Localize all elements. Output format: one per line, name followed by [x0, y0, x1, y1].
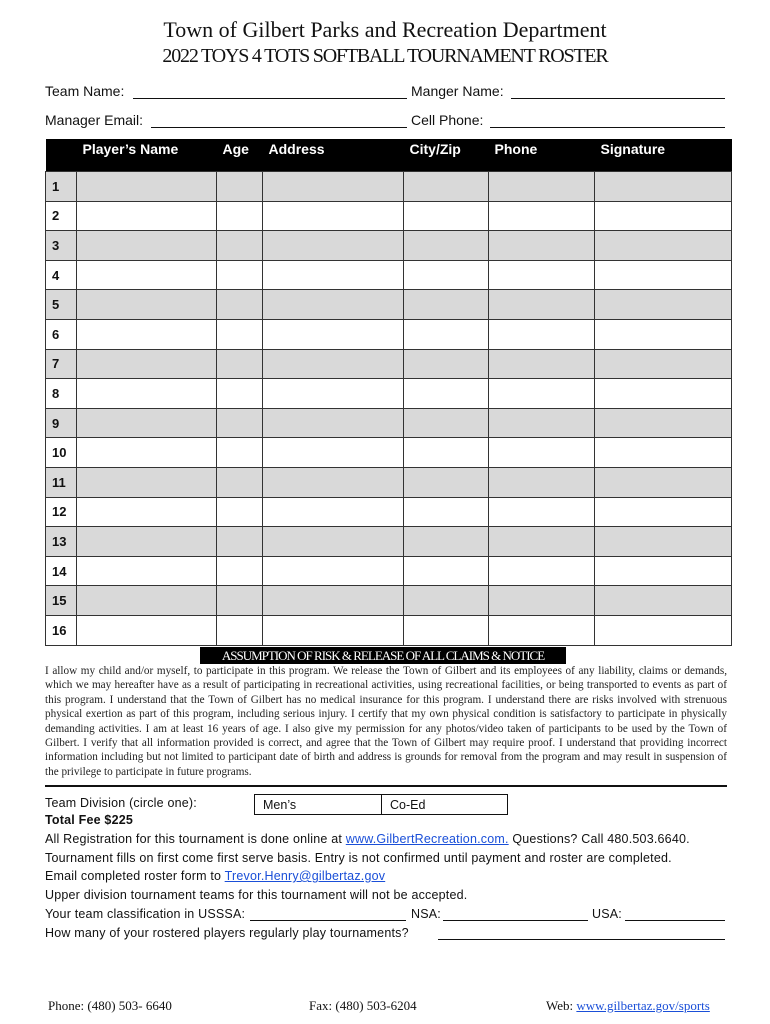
row-number: 4 [46, 260, 77, 290]
roster-row [46, 586, 732, 616]
col-signature: Signature [595, 139, 732, 172]
city-zip-cell[interactable] [404, 290, 489, 320]
rostered-label: How many of your rostered players regularly play tournaments? [45, 926, 409, 940]
manager-email-field[interactable] [151, 127, 407, 128]
division-label: Team Division (circle one): [45, 796, 197, 810]
phone-cell[interactable] [489, 379, 595, 409]
col-players-name: Player’s Name [77, 139, 217, 172]
player-name-cell[interactable] [77, 319, 217, 349]
signature-cell[interactable] [595, 556, 732, 586]
city-zip-cell[interactable] [404, 497, 489, 527]
row-number: 3 [46, 231, 77, 261]
city-zip-cell[interactable] [404, 556, 489, 586]
footer-phone: Phone: (480) 503- 6640 [48, 998, 172, 1013]
nsa-label: NSA: [411, 907, 441, 921]
roster-row [46, 497, 732, 527]
signature-cell[interactable] [595, 231, 732, 261]
team-name-field[interactable] [133, 98, 407, 99]
address-cell[interactable] [263, 349, 404, 379]
registration-line [45, 832, 690, 846]
cell-phone-label: Cell Phone: [411, 112, 484, 128]
division-coed-option[interactable]: Co-Ed [390, 797, 426, 812]
division-mens-option[interactable]: Men’s [255, 795, 382, 814]
page-title: Town of Gilbert Parks and Recreation Department [163, 17, 607, 42]
player-name-cell[interactable] [77, 408, 217, 438]
age-cell[interactable] [217, 260, 263, 290]
row-number: 15 [46, 586, 77, 616]
footer-fax: Fax: (480) 503-6204 [309, 998, 417, 1013]
phone-cell[interactable] [489, 172, 595, 202]
address-cell[interactable] [263, 172, 404, 202]
age-cell[interactable] [217, 615, 263, 645]
nsa-field[interactable] [443, 920, 588, 921]
signature-cell[interactable] [595, 527, 732, 557]
registration-link[interactable]: www.GilbertRecreation.com. [345, 832, 509, 846]
phone-cell[interactable] [489, 438, 595, 468]
city-zip-cell[interactable] [404, 231, 489, 261]
address-cell[interactable] [263, 527, 404, 557]
phone-cell[interactable] [489, 556, 595, 586]
phone-cell[interactable] [489, 408, 595, 438]
col-phone: Phone [489, 139, 595, 172]
upper-division-text: Upper division tournament teams for this tournament will not be accepted. [45, 888, 468, 902]
signature-cell[interactable] [595, 438, 732, 468]
age-cell[interactable] [217, 172, 263, 202]
player-name-cell[interactable] [77, 260, 217, 290]
questions-text: Questions? Call 480.503.6640. [512, 832, 690, 846]
registration-text: All Registration for this tournament is done online at [45, 832, 343, 846]
manager-name-field[interactable] [511, 98, 725, 99]
cell-phone-field[interactable] [490, 127, 725, 128]
address-cell[interactable] [263, 231, 404, 261]
signature-cell[interactable] [595, 408, 732, 438]
city-zip-cell[interactable] [404, 260, 489, 290]
player-name-cell[interactable] [77, 438, 217, 468]
roster-row [46, 201, 732, 231]
phone-cell[interactable] [489, 467, 595, 497]
address-cell[interactable] [263, 319, 404, 349]
player-name-cell[interactable] [77, 615, 217, 645]
row-number: 14 [46, 556, 77, 586]
address-cell[interactable] [263, 467, 404, 497]
usa-field[interactable] [625, 920, 725, 921]
city-zip-cell[interactable] [404, 615, 489, 645]
address-cell[interactable] [263, 586, 404, 616]
city-zip-cell[interactable] [404, 319, 489, 349]
roster-row [46, 319, 732, 349]
age-cell[interactable] [217, 586, 263, 616]
roster-row [46, 527, 732, 557]
address-cell[interactable] [263, 379, 404, 409]
roster-row [46, 408, 732, 438]
roster-row [46, 379, 732, 409]
signature-cell[interactable] [595, 615, 732, 645]
col-age: Age [217, 139, 263, 172]
age-cell[interactable] [217, 438, 263, 468]
age-cell[interactable] [217, 497, 263, 527]
city-zip-cell[interactable] [404, 408, 489, 438]
division-options [254, 794, 508, 815]
player-name-cell[interactable] [77, 201, 217, 231]
player-name-cell[interactable] [77, 586, 217, 616]
address-cell[interactable] [263, 615, 404, 645]
player-name-cell[interactable] [77, 379, 217, 409]
row-number: 2 [46, 201, 77, 231]
player-name-cell[interactable] [77, 290, 217, 320]
signature-cell[interactable] [595, 497, 732, 527]
phone-cell[interactable] [489, 319, 595, 349]
row-number: 10 [46, 438, 77, 468]
manager-name-label: Manger Name: [411, 83, 504, 99]
age-cell[interactable] [217, 379, 263, 409]
col-address: Address [263, 139, 404, 172]
phone-cell[interactable] [489, 201, 595, 231]
city-zip-cell[interactable] [404, 438, 489, 468]
signature-cell[interactable] [595, 379, 732, 409]
signature-cell[interactable] [595, 172, 732, 202]
age-cell[interactable] [217, 231, 263, 261]
roster-row [46, 349, 732, 379]
age-cell[interactable] [217, 290, 263, 320]
age-cell[interactable] [217, 556, 263, 586]
address-cell[interactable] [263, 201, 404, 231]
row-number: 5 [46, 290, 77, 320]
notice-body: I allow my child and/or myself, to participate in this program. We release the Town of Gilbert and its employees of any liability, claims or demands, which we may hereafter have as a result of participating in recreational activities, using recreational facilities, or being transported to events as part of this program. I understand that the Town of Gilbert has no medical insurance for this program. I understand there are risks involved with strenuous physical exertion as part of this program, including serious injury. I certify that my own physical condition is satisfactory to participate in physically demanding activities. I am at least 16 years of age. I also give my permission for any photos/video taken of participants to be used by the Town of Gilbert. I verify that all information provided is correct, and agree that the Town of Gilbert may require proof. I understand that providing incorrect information including but not limited to participant date of birth and address is grounds for removal from the program and may result in suspension of the privilege to participate in future programs. [45, 665, 727, 778]
address-cell[interactable] [263, 290, 404, 320]
age-cell[interactable] [217, 408, 263, 438]
player-name-cell[interactable] [77, 556, 217, 586]
city-zip-cell[interactable] [404, 527, 489, 557]
city-zip-cell[interactable] [404, 172, 489, 202]
address-cell[interactable] [263, 497, 404, 527]
age-cell[interactable] [217, 319, 263, 349]
roster-table [45, 139, 732, 646]
footer-web-label: Web: [546, 998, 574, 1013]
signature-cell[interactable] [595, 349, 732, 379]
manager-email-label: Manager Email: [45, 112, 144, 128]
row-number: 9 [46, 408, 77, 438]
email-link[interactable]: Trevor.Henry@gilbertaz.gov [224, 869, 386, 883]
roster-row [46, 172, 732, 202]
signature-cell[interactable] [595, 319, 732, 349]
roster-row [46, 231, 732, 261]
phone-cell[interactable] [489, 527, 595, 557]
col-number [46, 139, 77, 172]
usa-label: USA: [592, 907, 622, 921]
team-name-label: Team Name: [45, 83, 125, 99]
roster-row [46, 467, 732, 497]
roster-row [46, 260, 732, 290]
roster-row [46, 615, 732, 645]
total-fee: Total Fee $225 [45, 813, 134, 827]
row-number: 12 [46, 497, 77, 527]
player-name-cell[interactable] [77, 231, 217, 261]
signature-cell[interactable] [595, 260, 732, 290]
age-cell[interactable] [217, 467, 263, 497]
signature-cell[interactable] [595, 290, 732, 320]
age-cell[interactable] [217, 349, 263, 379]
city-zip-cell[interactable] [404, 349, 489, 379]
roster-header-row [46, 139, 732, 172]
signature-cell[interactable] [595, 467, 732, 497]
city-zip-cell[interactable] [404, 467, 489, 497]
fills-text: Tournament fills on first come first serve basis. Entry is not confirmed until payment and roster are completed. [45, 851, 672, 865]
phone-cell[interactable] [489, 615, 595, 645]
col-city-zip: City/Zip [404, 139, 489, 172]
signature-cell[interactable] [595, 586, 732, 616]
player-name-cell[interactable] [77, 172, 217, 202]
footer-web-link[interactable]: www.gilbertaz.gov/sports [576, 998, 710, 1013]
email-line [45, 869, 385, 883]
signature-cell[interactable] [595, 201, 732, 231]
address-cell[interactable] [263, 408, 404, 438]
row-number: 8 [46, 379, 77, 409]
usssa-field[interactable] [250, 920, 406, 921]
phone-cell[interactable] [489, 290, 595, 320]
roster-row [46, 438, 732, 468]
row-number: 7 [46, 349, 77, 379]
city-zip-cell[interactable] [404, 201, 489, 231]
row-number: 6 [46, 319, 77, 349]
email-text: Email completed roster form to [45, 869, 222, 883]
row-number: 13 [46, 527, 77, 557]
row-number: 1 [46, 172, 77, 202]
usssa-label: Your team classification in USSSA: [45, 907, 246, 921]
phone-cell[interactable] [489, 260, 595, 290]
phone-cell[interactable] [489, 231, 595, 261]
roster-row [46, 556, 732, 586]
roster-row [46, 290, 732, 320]
player-name-cell[interactable] [77, 527, 217, 557]
footer-web [546, 998, 710, 1014]
phone-cell[interactable] [489, 586, 595, 616]
row-number: 16 [46, 615, 77, 645]
player-name-cell[interactable] [77, 349, 217, 379]
phone-cell[interactable] [489, 349, 595, 379]
address-cell[interactable] [263, 556, 404, 586]
age-cell[interactable] [217, 201, 263, 231]
player-name-cell[interactable] [77, 467, 217, 497]
city-zip-cell[interactable] [404, 586, 489, 616]
notice-heading: ASSUMPTION OF RISK & RELEASE OF ALL CLAIMS & NOTICE [200, 647, 566, 664]
page-subtitle: 2022 TOYS 4 TOTS SOFTBALL TOURNAMENT ROSTER [162, 45, 608, 67]
row-number: 11 [46, 467, 77, 497]
city-zip-cell[interactable] [404, 379, 489, 409]
address-cell[interactable] [263, 260, 404, 290]
section-divider [45, 785, 727, 787]
player-name-cell[interactable] [77, 497, 217, 527]
rostered-field[interactable] [438, 939, 725, 940]
address-cell[interactable] [263, 438, 404, 468]
phone-cell[interactable] [489, 497, 595, 527]
age-cell[interactable] [217, 527, 263, 557]
